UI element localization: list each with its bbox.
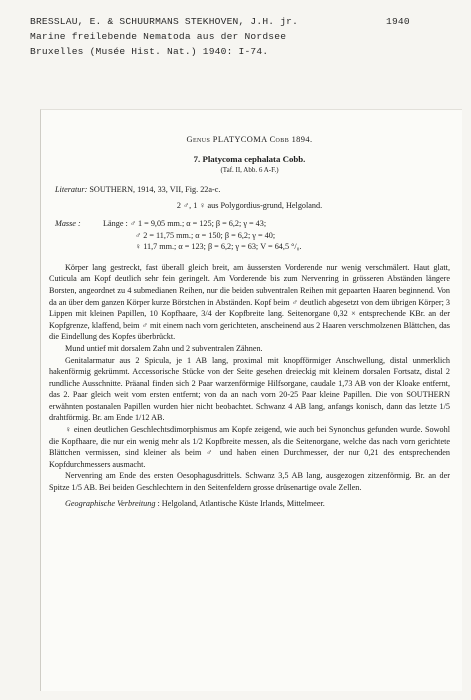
literature-label: Literatur: [55, 184, 88, 194]
body-paragraph: Körper lang gestreckt, fast überall gleich breit, am äussersten Vorderende nur wenig verschmälert. Haut glatt, Cuticula am Kopf deutlich sehr fein geringelt. Am Vorderende bis zum Nervenring in grösseren Abständen längere Borsten, angeordnet zu 4 submedianen Reihen, nur die beiden subventralen Reihen mit gepaarten Haaren beginnend. Von da an über dem ganzen Körper kurze Börstchen in Abständen. Kopf beim ♂ deutlich abgesetzt von dem übrigen Körper; 3 Lippen mit kleinen Papillen, 10 Kopfhaare, 3/4 der Kopfbreite lang. Seitenorgane 0,32 × entsprechende KBr. an der Kopfgrenze, klaffend, beim ♂ mit einem nach vorn gerichteten, anscheinend aus 2 Haaren verschmolzenen Blättchen, das die Eindellung des Kopfes überbrückt. [49, 262, 450, 342]
header-authors: BRESSLAU, E. & SCHUURMANS STEKHOVEN, J.H. jr. [30, 16, 299, 27]
distribution-label: Geographische Verbreitung [65, 498, 156, 508]
measurements-block [49, 218, 450, 253]
header-publisher: Bruxelles (Musée Hist. Nat.) 1940: I-74. [30, 46, 269, 57]
bibliographic-header [30, 14, 450, 59]
measurements-rows [103, 218, 450, 253]
measurements-label: Masse : [55, 218, 81, 228]
specimen-line: 2 ♂, 1 ♀ aus Polygordius-grund, Helgoland. [176, 201, 323, 211]
body-paragraph: Mund untief mit dorsalem Zahn und 2 subventralen Zähnen. [65, 343, 263, 353]
page-content [49, 134, 450, 509]
distribution-text: : Helgoland, Atlantische Küste Irlands, Mittelmeer. [155, 498, 325, 508]
header-title: Marine freilebende Nematoda aus der Nordsee [30, 31, 287, 42]
plate-reference: (Taf. II, Abb. 6 A-F.) [220, 166, 279, 175]
measurement-row: ♀ 11,7 mm.; α = 123; β = 6,2; γ = 63; V = 64,5 °/₀. [135, 242, 302, 252]
literature-line [49, 184, 450, 196]
header-year: 1940 [386, 16, 410, 27]
body-paragraph: Nervenring am Ende des ersten Oesophagusdrittels. Schwanz 3,5 AB lang, ausgezogen zitzenförmig. Br. an der Spitze 1/5 AB. Bei beiden Geschlechtern in den Seitenfeldern grosse drüsenartige ovale Zellen. [49, 471, 450, 493]
measurement-row: Länge : ♂ 1 = 9,05 mm.; α = 125; β = 6,2; γ = 43; [103, 218, 267, 228]
species-heading: 7. Platycoma cephalata Cobb. [193, 153, 306, 164]
body-paragraph: Genitalarmatur aus 2 Spicula, je 1 AB lang, proximal mit knopfförmiger Anschwellung, distal unmerklich hakenförmig gekrümmt. Accessorische Stücke von der Seite gesehen dreieckig mit kleinem dorsalen Fortsatz, distal 2 rundliche Ausschnitte. Präanal finden sich 2 Paar warzenförmige Hilfsorgane, caudale 1,73 AB von der Kloake entfernt, das 2. Paar gleich weit vom ersten entfernt; von da an nach vorn 20-25 Paar kleine Papillen. Die von SOUTHERN erwähnten postanalen Papillen wurden hier nicht beobachtet. Schwanz 4 AB lang, anfangs konisch, dann das letzte 1/5 drahtförmig. Br. am Ende 1/12 AB. [49, 355, 450, 423]
body-paragraph: ♀ einen deutlichen Geschlechtsdimorphismus am Kopfe zeigend, wie auch bei Synonchus gefunden wurde. Sowohl die Kopfhaare, die nur ein wenig mehr als 1/2 Kopfbreite messen, als die Seitenorgane, welche das nach vorn gerichtete Blättchen vermissen, sind kleiner als beim ♂ und haben einen Durchmesser, der nur 0,21 des entsprechenden Kopfdurchmessers ausmacht. [49, 425, 450, 469]
scanned-page [40, 109, 462, 691]
distribution-line [49, 498, 450, 510]
genus-heading: Genus PLATYCOMA Cobb 1894. [186, 135, 313, 144]
literature-text: SOUTHERN, 1914, 33, VII, Fig. 22a-c. [87, 184, 221, 194]
header-line-authors [30, 14, 450, 29]
measurement-row: ♂ 2 = 11,75 mm.; α = 150; β = 6,2; γ = 40; [135, 230, 276, 240]
